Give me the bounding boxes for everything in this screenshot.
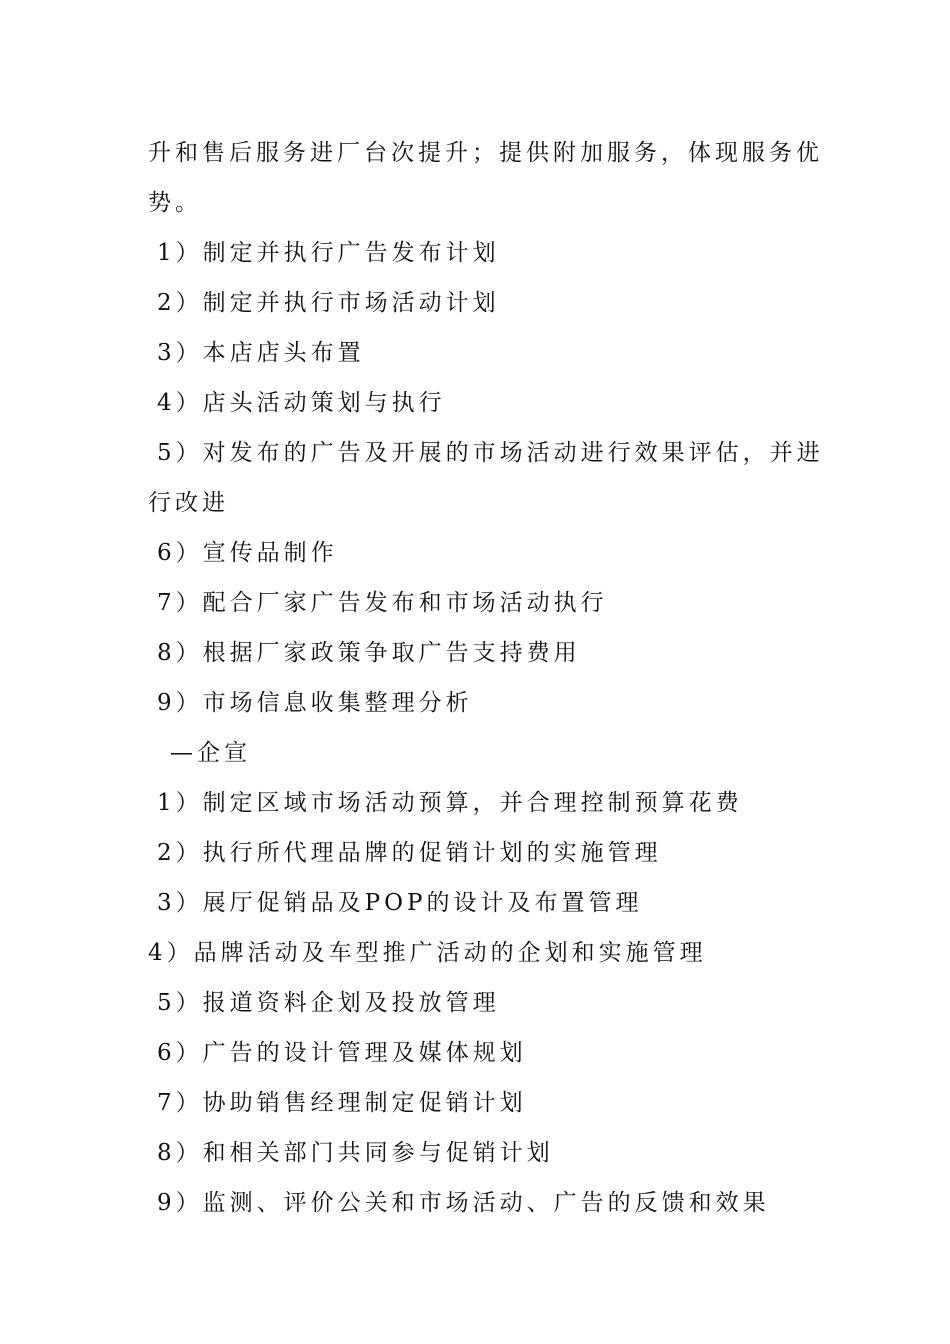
list-item: 8）和相关部门共同参与促销计划 xyxy=(157,1140,554,1166)
list-item: 7）配合厂家广告发布和市场活动执行 xyxy=(157,590,608,616)
list-item: 1）制定并执行广告发布计划 xyxy=(157,240,500,266)
list-item: 1）制定区域市场活动预算，并合理控制预算花费 xyxy=(157,790,743,816)
list-item: 3）本店店头布置 xyxy=(157,340,365,366)
list-item: 9）市场信息收集整理分析 xyxy=(157,690,473,716)
list-item: 5）报道资料企划及投放管理 xyxy=(157,990,500,1016)
list-item: 3）展厅促销品及POP的设计及布置管理 xyxy=(157,890,643,916)
document-body xyxy=(148,128,824,1228)
list-item: 4）品牌活动及车型推广活动的企划和实施管理 xyxy=(148,940,707,966)
list-item: 4）店头活动策划与执行 xyxy=(157,390,446,416)
list-item: 6）广告的设计管理及媒体规划 xyxy=(157,1040,527,1066)
list-item: 2）执行所代理品牌的促销计划的实施管理 xyxy=(157,840,662,866)
section-heading: —企宣 xyxy=(170,740,251,766)
list-item: 5）对发布的广告及开展的市场活动进行效果评估，并进 xyxy=(157,440,824,466)
list-item-continuation: 行改进 xyxy=(148,490,229,516)
paragraph-line: 势。 xyxy=(148,190,202,216)
list-item: 6）宣传品制作 xyxy=(157,540,338,566)
list-item: 2）制定并执行市场活动计划 xyxy=(157,290,500,316)
list-item: 8）根据厂家政策争取广告支持费用 xyxy=(157,640,581,666)
list-item: 9）监测、评价公关和市场活动、广告的反馈和效果 xyxy=(157,1190,770,1216)
list-item: 7）协助销售经理制定促销计划 xyxy=(157,1090,527,1116)
paragraph-line: 升和售后服务进厂台次提升；提供附加服务，体现服务优 xyxy=(148,140,823,166)
